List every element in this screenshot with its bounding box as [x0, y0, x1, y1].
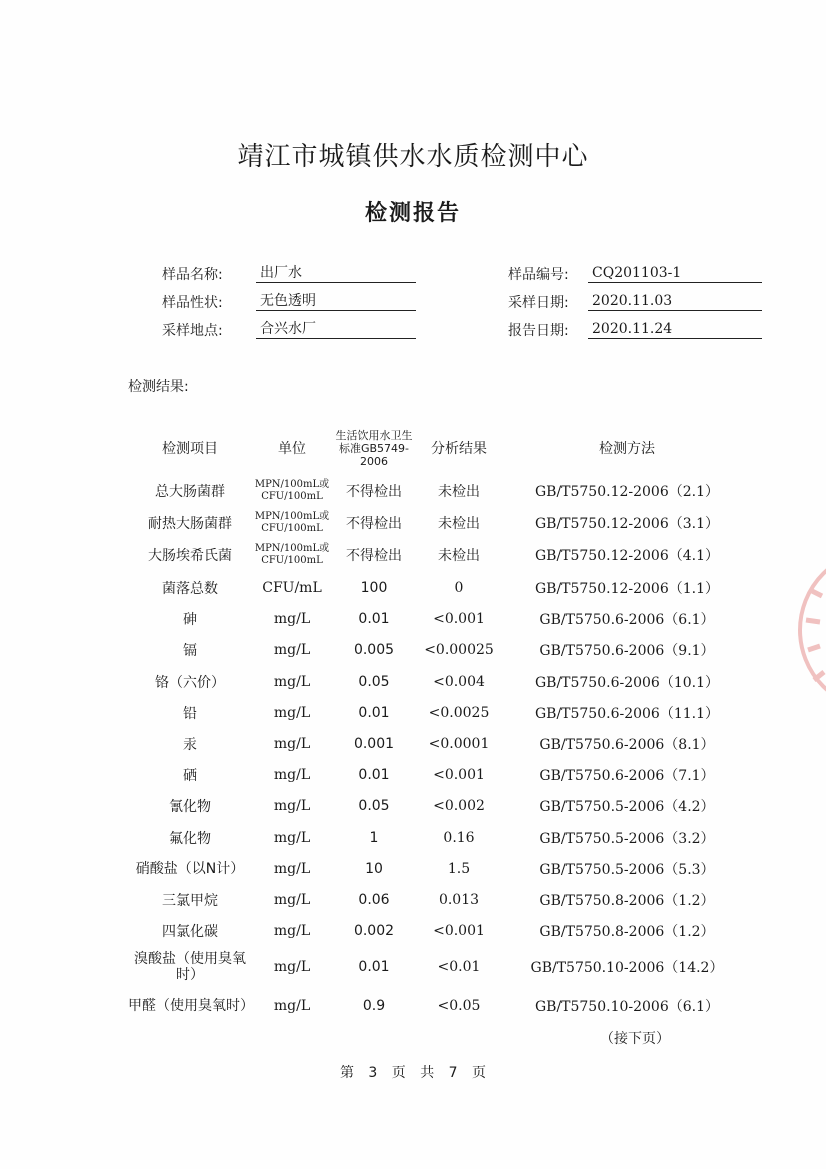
table-row	[0, 790, 826, 821]
cell-unit: mg/L	[273, 735, 311, 752]
sample-appearance-value: 无色透明	[256, 292, 416, 311]
cell-result: 0.16	[443, 829, 475, 846]
table-row	[0, 728, 826, 759]
stamp-ring	[800, 550, 826, 710]
cell-result: <0.001	[433, 610, 485, 627]
cell-result: <0.01	[437, 959, 481, 975]
table-row	[0, 539, 826, 570]
continued-note: （接下页）	[600, 1031, 670, 1047]
cell-result: <0.0001	[428, 735, 490, 752]
cell-standard: 0.05	[358, 797, 390, 814]
sample-name-label: 样品名称:	[162, 267, 223, 283]
cell-standard: 10	[365, 860, 383, 877]
cell-item: 镉	[183, 642, 197, 659]
header-unit: 单位	[278, 441, 306, 457]
cell-method: GB/T5750.5-2006（5.3）	[539, 861, 715, 878]
table-row	[0, 572, 826, 603]
table-row	[0, 853, 826, 884]
cell-item: 铬（六价）	[155, 674, 225, 691]
cell-result: <0.002	[433, 797, 485, 814]
cell-standard: 0.06	[358, 891, 390, 908]
cell-item: 耐热大肠菌群	[148, 515, 232, 532]
cell-standard: 不得检出	[346, 547, 402, 564]
cell-method: GB/T5750.6-2006（11.1）	[534, 705, 720, 722]
table-row	[0, 884, 826, 915]
table-row	[0, 988, 826, 1024]
cell-unit: MPN/100mL或CFU/100mL	[254, 478, 330, 502]
cell-result: 0.013	[438, 891, 480, 908]
cell-unit: mg/L	[273, 766, 311, 783]
table-row	[0, 915, 826, 946]
cell-standard: 0.05	[358, 673, 390, 690]
report-date-label: 报告日期:	[508, 323, 569, 339]
cell-result: <0.001	[433, 766, 485, 783]
cell-item: 汞	[183, 736, 197, 753]
cell-method: GB/T5750.10-2006（6.1）	[534, 999, 720, 1015]
cell-unit: mg/L	[273, 610, 311, 627]
cell-method: GB/T5750.10-2006（14.2）	[530, 960, 724, 976]
table-row	[0, 634, 826, 665]
cell-standard: 0.9	[362, 998, 386, 1014]
cell-item: 硒	[183, 767, 197, 784]
cell-standard: 不得检出	[346, 515, 402, 532]
cell-standard: 0.01	[358, 704, 390, 721]
cell-result: 未检出	[438, 483, 480, 500]
results-label: 检测结果:	[128, 379, 189, 395]
cell-method: GB/T5750.5-2006（4.2）	[539, 798, 715, 815]
cell-item: 大肠埃希氏菌	[148, 547, 232, 564]
cell-item: 铅	[183, 705, 197, 722]
cell-standard: 0.001	[353, 735, 395, 752]
cell-result: <0.00025	[424, 641, 494, 658]
cell-result: <0.001	[433, 922, 485, 939]
cell-result: <0.004	[433, 673, 485, 690]
cell-unit: mg/L	[273, 829, 311, 846]
cell-unit: mg/L	[273, 704, 311, 721]
red-stamp-fragment	[790, 530, 826, 730]
cell-method: GB/T5750.6-2006（7.1）	[539, 767, 715, 784]
cell-item: 溴酸盐（使用臭氧时）	[134, 951, 246, 983]
cell-item: 菌落总数	[162, 580, 218, 597]
cell-standard: 1	[369, 829, 379, 846]
cell-method: GB/T5750.12-2006（3.1）	[534, 515, 720, 532]
cell-unit: mg/L	[273, 998, 311, 1014]
sampling-location-label: 采样地点:	[162, 323, 223, 339]
cell-result: 1.5	[447, 860, 471, 877]
cell-standard: 0.002	[353, 922, 395, 939]
cell-unit: mg/L	[273, 922, 311, 939]
cell-item: 氟化物	[169, 830, 211, 847]
report-title: 检测报告	[364, 201, 461, 226]
sample-appearance-label: 样品性状:	[162, 295, 223, 311]
sample-name-value: 出厂水	[256, 264, 416, 283]
cell-item: 总大肠菌群	[155, 483, 225, 500]
cell-item: 三氯甲烷	[162, 892, 218, 909]
table-row	[0, 822, 826, 853]
cell-method: GB/T5750.6-2006（6.1）	[539, 611, 715, 628]
cell-item: 氰化物	[169, 798, 211, 815]
cell-item: 砷	[183, 611, 197, 628]
table-row	[0, 759, 826, 790]
cell-item: 硝酸盐（以N计）	[135, 860, 245, 877]
cell-standard: 0.005	[353, 641, 395, 658]
table-row	[0, 603, 826, 634]
cell-unit: mg/L	[273, 891, 311, 908]
cell-unit: CFU/mL	[262, 579, 322, 596]
cell-standard: 不得检出	[346, 483, 402, 500]
cell-standard: 100	[360, 579, 388, 596]
cell-method: GB/T5750.8-2006（1.2）	[539, 892, 715, 909]
cell-unit: MPN/100mL或CFU/100mL	[254, 542, 330, 566]
header-item: 检测项目	[162, 441, 218, 457]
cell-method: GB/T5750.12-2006（4.1）	[534, 547, 720, 564]
cell-standard: 0.01	[358, 959, 390, 975]
sample-code-value: CQ201103-1	[588, 264, 762, 283]
cell-unit: mg/L	[273, 860, 311, 877]
cell-item: 四氯化碳	[162, 923, 218, 940]
table-row	[0, 950, 826, 984]
header-method: 检测方法	[599, 441, 655, 457]
sampling-date-value: 2020.11.03	[588, 292, 762, 311]
cell-method: GB/T5750.12-2006（1.1）	[534, 580, 720, 597]
cell-result: <0.05	[437, 998, 481, 1014]
sample-code-label: 样品编号:	[508, 267, 569, 283]
cell-method: GB/T5750.6-2006（8.1）	[539, 736, 715, 753]
table-row	[0, 475, 826, 506]
header-result: 分析结果	[431, 441, 487, 457]
cell-unit: mg/L	[273, 797, 311, 814]
header-standard: 生活饮用水卫生标准GB5749-2006	[335, 428, 413, 468]
cell-method: GB/T5750.12-2006（2.1）	[534, 483, 720, 500]
cell-result: <0.0025	[428, 704, 490, 721]
cell-standard: 0.01	[358, 766, 390, 783]
cell-unit: mg/L	[273, 673, 311, 690]
cell-result: 未检出	[438, 515, 480, 532]
report-date-value: 2020.11.24	[588, 320, 762, 339]
cell-item: 甲醛（使用臭氧时）	[128, 998, 254, 1014]
table-row	[0, 666, 826, 697]
cell-unit: MPN/100mL或CFU/100mL	[254, 510, 330, 534]
cell-method: GB/T5750.8-2006（1.2）	[539, 923, 715, 940]
cell-method: GB/T5750.6-2006（10.1）	[534, 674, 720, 691]
cell-result: 0	[454, 579, 464, 596]
cell-unit: mg/L	[273, 959, 311, 975]
sampling-location-value: 合兴水厂	[256, 320, 416, 339]
sampling-date-label: 采样日期:	[508, 295, 569, 311]
table-row	[0, 507, 826, 538]
organization-title: 靖江市城镇供水水质检测中心	[237, 142, 589, 172]
page-info: 第 3 页 共 7 页	[339, 1065, 487, 1081]
cell-unit: mg/L	[273, 641, 311, 658]
cell-result: 未检出	[438, 547, 480, 564]
cell-method: GB/T5750.6-2006（9.1）	[539, 642, 715, 659]
table-row	[0, 697, 826, 728]
cell-method: GB/T5750.5-2006（3.2）	[539, 830, 715, 847]
cell-standard: 0.01	[358, 610, 390, 627]
